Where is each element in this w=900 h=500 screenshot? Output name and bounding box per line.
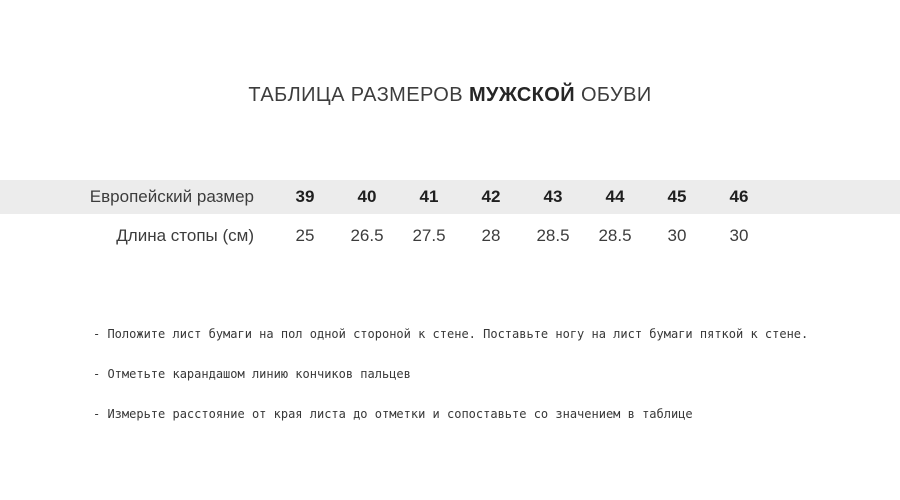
row-label-european-size: Европейский размер (89, 187, 254, 206)
size-cell: 45 (667, 187, 687, 206)
size-cell: 41 (419, 187, 439, 206)
length-cell: 30 (729, 226, 749, 245)
table-row-european-size (0, 180, 900, 214)
size-cell: 44 (605, 187, 625, 206)
size-cell: 40 (357, 187, 377, 206)
instruction-line-3: - Измерьте расстояние от края листа до отметки и сопоставьте со значением в таблице (93, 407, 693, 421)
instruction-line-2: - Отметьте карандашом линию кончиков пальцев (93, 367, 411, 381)
size-cell: 39 (295, 187, 315, 206)
row-label-foot-length: Длина стопы (см) (116, 226, 254, 245)
instruction-line-1: - Положите лист бумаги на пол одной стороной к стене. Поставьте ногу на лист бумаги пяткой к стене. (93, 327, 809, 341)
title-suffix: ОБУВИ (575, 84, 652, 106)
title-prefix: ТАБЛИЦА РАЗМЕРОВ (248, 84, 469, 106)
length-cell: 30 (667, 226, 687, 245)
measurement-instructions (93, 326, 853, 446)
size-cell: 46 (729, 187, 749, 206)
length-cell: 28.5 (536, 226, 570, 245)
size-cell: 43 (543, 187, 563, 206)
page-title (0, 84, 900, 106)
length-cell: 28.5 (598, 226, 632, 245)
length-cell: 26.5 (350, 226, 384, 245)
size-table (0, 180, 900, 253)
size-cell: 42 (481, 187, 501, 206)
table-row-foot-length (0, 219, 900, 253)
length-cell: 27.5 (412, 226, 446, 245)
length-cell: 25 (295, 226, 315, 245)
title-bold-word: МУЖСКОЙ (468, 84, 575, 106)
length-cell: 28 (481, 226, 501, 245)
